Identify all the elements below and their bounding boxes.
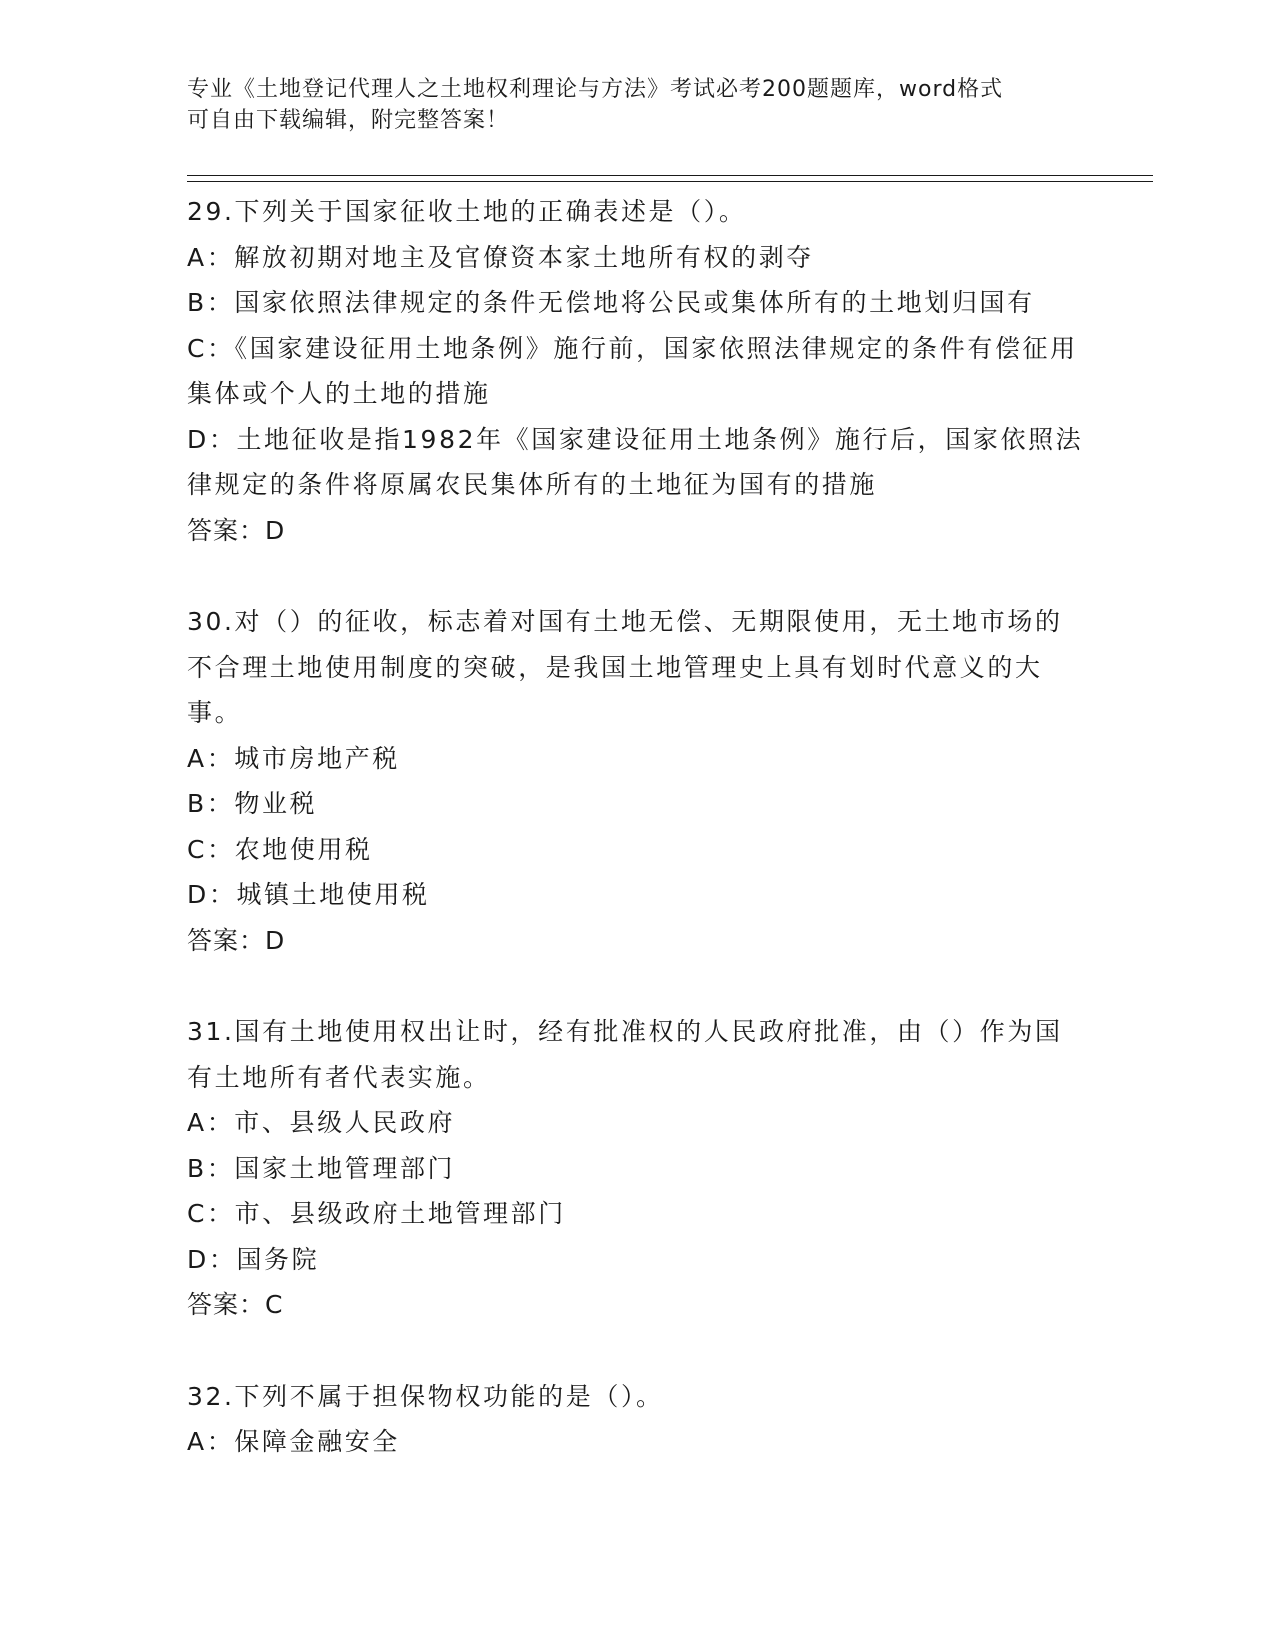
header-line-1: 专业《土地登记代理人之土地权利理论与方法》考试必考200题题库，word格式: [187, 77, 1004, 102]
option-c: C：市、县级政府土地管理部门: [187, 1199, 566, 1228]
question-29: [187, 189, 1087, 553]
option-b: B：物业税: [187, 789, 318, 818]
document-header: [187, 74, 1067, 136]
question-32: [187, 1374, 1087, 1465]
option-d: D：土地征收是指1982年《国家建设征用土地条例》施行后，国家依照法律规定的条件将原属农民集体所有的土地征为国有的措施: [187, 424, 1084, 499]
question-stem: 30.对（）的征收，标志着对国有土地无偿、无期限使用，无土地市场的不合理土地使用制度的突破，是我国土地管理史上具有划时代意义的大事。: [187, 607, 1063, 727]
option-b: B：国家土地管理部门: [187, 1153, 456, 1183]
header-divider-bottom: [187, 181, 1153, 182]
option-d: D：城镇土地使用税: [187, 880, 430, 909]
question-stem: 32.下列不属于担保物权功能的是（）。: [187, 1381, 664, 1411]
header-line-2: 可自由下载编辑，附完整答案！: [187, 108, 510, 133]
question-list: [187, 189, 1087, 1511]
header-divider-top: [187, 175, 1153, 176]
question-30: [187, 599, 1087, 963]
option-c: C：农地使用税: [187, 834, 373, 864]
option-a: A：解放初期对地主及官僚资本家土地所有权的剥夺: [187, 242, 814, 272]
option-d: D：国务院: [187, 1244, 320, 1274]
option-a: A：保障金融安全: [187, 1427, 400, 1456]
answer-text: 答案：D: [187, 515, 286, 545]
answer-text: 答案：C: [187, 1290, 284, 1319]
option-a: A：城市房地产税: [187, 743, 400, 773]
question-stem: 29.下列关于国家征收土地的正确表述是（）。: [187, 197, 747, 226]
question-31: [187, 1009, 1087, 1328]
answer-text: 答案：D: [187, 925, 286, 955]
option-c: C：《国家建设征用土地条例》施行前，国家依照法律规定的条件有偿征用集体或个人的土地的措施: [187, 333, 1078, 408]
option-a: A：市、县级人民政府: [187, 1108, 456, 1137]
question-stem: 31.国有土地使用权出让时，经有批准权的人民政府批准，由（）作为国有土地所有者代表实施。: [187, 1017, 1063, 1092]
option-b: B：国家依照法律规定的条件无偿地将公民或集体所有的土地划归国有: [187, 288, 1035, 317]
